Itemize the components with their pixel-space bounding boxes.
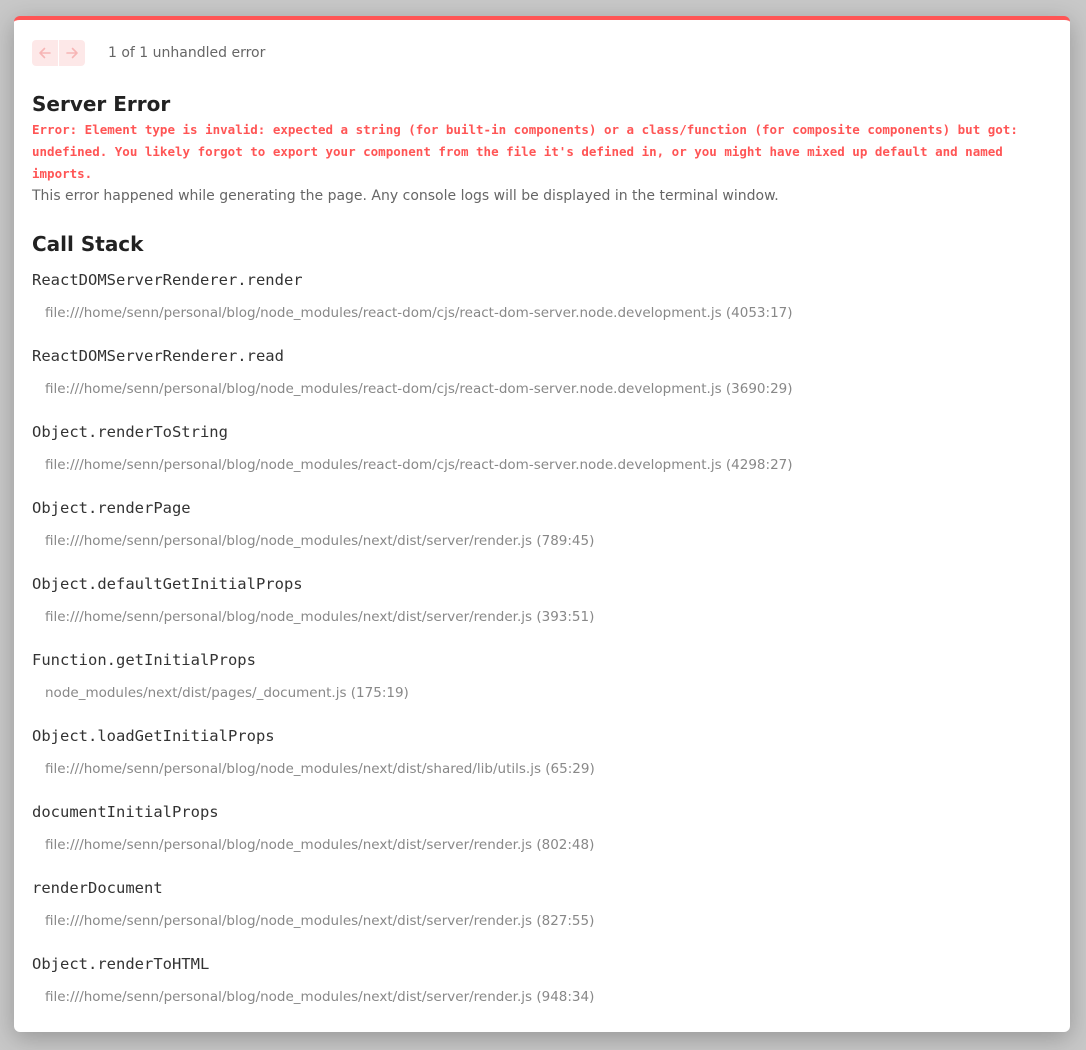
previous-error-button[interactable] [32, 40, 58, 66]
next-error-button[interactable] [59, 40, 85, 66]
error-description: This error happened while generating the page. Any console logs will be displayed in the terminal window. [32, 188, 779, 204]
frame-file-location[interactable]: file:///home/senn/personal/blog/node_modules/next/dist/server/render.js (789:45) [45, 533, 595, 549]
frame-function-name: ReactDOMServerRenderer.read [32, 347, 284, 365]
stack-frame [32, 649, 1052, 725]
error-dialog [14, 16, 1070, 1032]
frame-function-name: Object.loadGetInitialProps [32, 727, 275, 745]
frame-function-name: Object.renderToString [32, 423, 228, 441]
frame-file-location[interactable]: file:///home/senn/personal/blog/node_modules/next/dist/server/render.js (802:48) [45, 837, 595, 853]
frame-file-location[interactable]: file:///home/senn/personal/blog/node_modules/next/dist/server/render.js (948:34) [45, 989, 595, 1005]
frame-function-name: ReactDOMServerRenderer.render [32, 271, 303, 289]
error-nav [32, 40, 1052, 66]
error-message: Error: Element type is invalid: expected a string (for built-in components) or a class/function (for composite components) but got: undefined. You likely forgot to export your component from the file it's defined in, or you might have mixed up default and named imports. [32, 122, 1018, 181]
stack-frame [32, 269, 1052, 345]
frame-function-name: documentInitialProps [32, 803, 219, 821]
stack-frame [32, 725, 1052, 801]
frame-file-location[interactable]: file:///home/senn/personal/blog/node_modules/next/dist/server/render.js (827:55) [45, 913, 595, 929]
frame-function-name: Object.renderPage [32, 499, 191, 517]
frame-function-name: Object.defaultGetInitialProps [32, 575, 303, 593]
arrow-right-icon [65, 46, 79, 60]
stack-frame [32, 877, 1052, 953]
stack-frame [32, 497, 1052, 573]
stack-frame [32, 801, 1052, 877]
frame-file-location[interactable]: file:///home/senn/personal/blog/node_modules/react-dom/cjs/react-dom-server.node.development.js (4053:17) [45, 305, 793, 321]
stack-frame [32, 953, 1052, 1029]
frame-file-location[interactable]: file:///home/senn/personal/blog/node_modules/react-dom/cjs/react-dom-server.node.development.js (4298:27) [45, 457, 793, 473]
arrow-left-icon [38, 46, 52, 60]
frame-file-location[interactable]: file:///home/senn/personal/blog/node_modules/next/dist/shared/lib/utils.js (65:29) [45, 761, 595, 777]
frame-function-name: Object.renderToHTML [32, 955, 210, 973]
error-pagination [32, 40, 85, 66]
frame-function-name: Function.getInitialProps [32, 651, 256, 669]
stack-frame [32, 421, 1052, 497]
error-title: Server Error [32, 92, 171, 116]
stack-frame [32, 573, 1052, 649]
frame-file-location[interactable]: file:///home/senn/personal/blog/node_modules/react-dom/cjs/react-dom-server.node.development.js (3690:29) [45, 381, 793, 397]
frame-file-location[interactable]: file:///home/senn/personal/blog/node_modules/next/dist/server/render.js (393:51) [45, 609, 595, 625]
frame-file-location[interactable]: node_modules/next/dist/pages/_document.js (175:19) [45, 685, 409, 701]
error-count: 1 of 1 unhandled error [108, 45, 266, 61]
call-stack-title: Call Stack [32, 232, 144, 256]
call-stack-list [32, 269, 1052, 1029]
stack-frame [32, 345, 1052, 421]
frame-function-name: renderDocument [32, 879, 163, 897]
